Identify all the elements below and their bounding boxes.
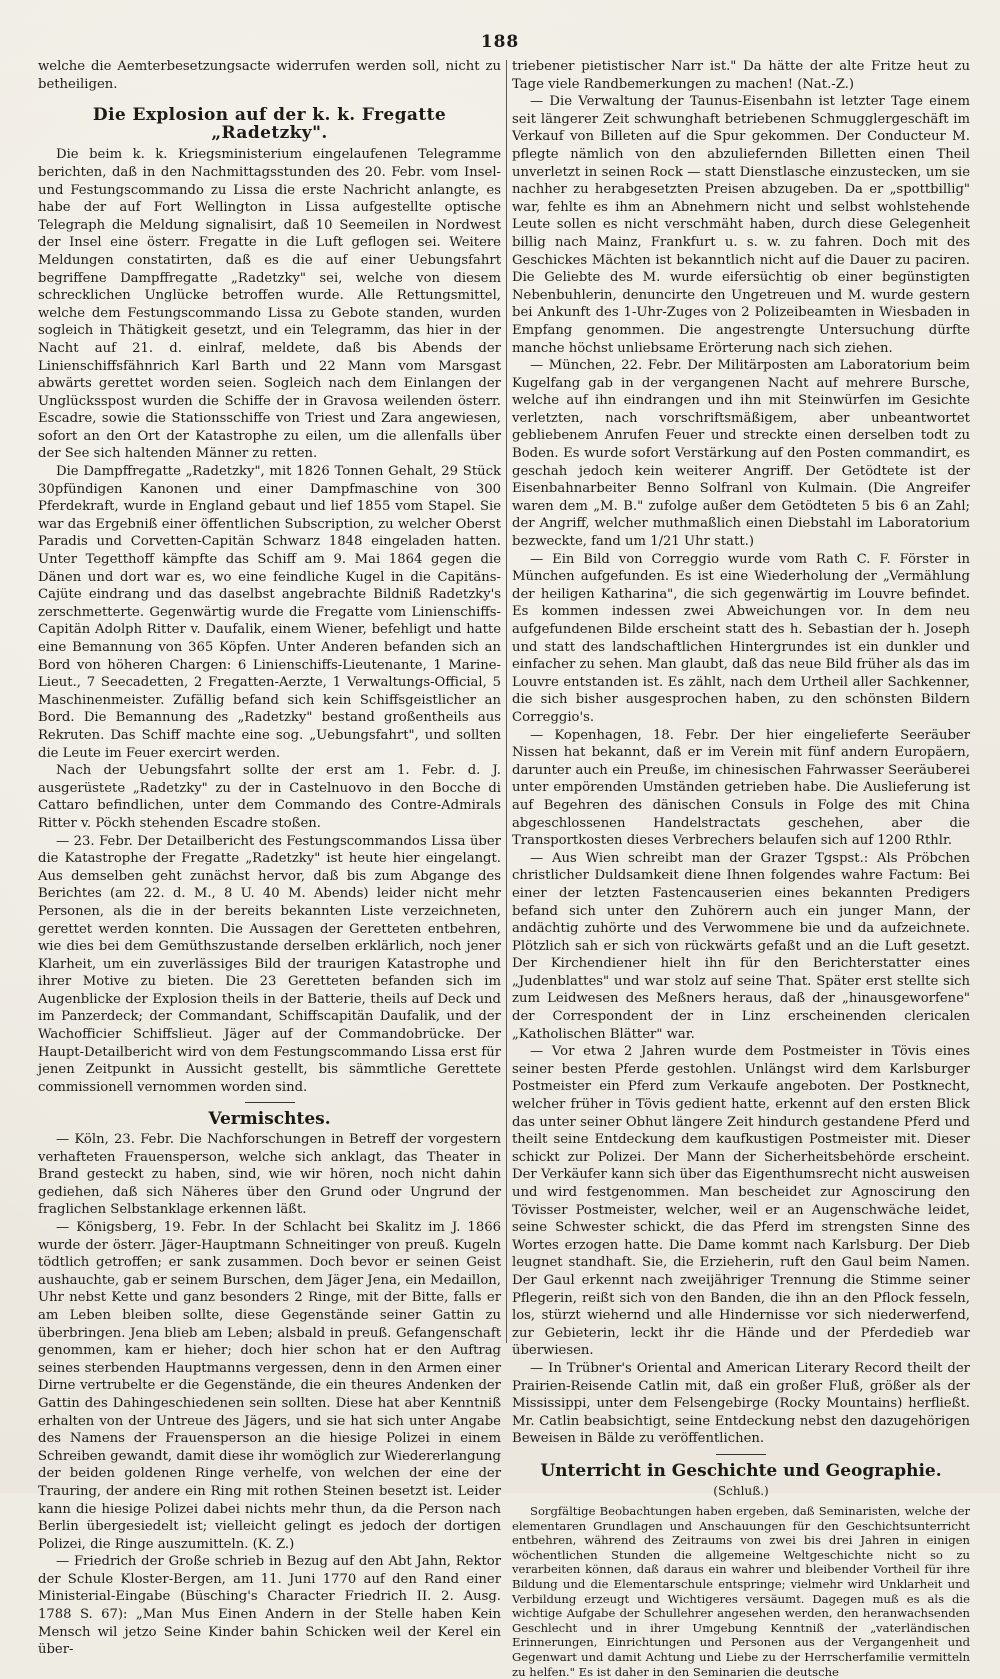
paragraph: Die Dampffregatte „Radetzky", mit 1826 Tonnen Gehalt, 29 Stück 30pfündigen Kanonen und einer Dampfmaschine von 300 Pferdekraft, wurde in England gebaut und lief 1855 vom Stapel. Sie war das Ergebniß einer öffentlichen Subscription, zu welcher Oberst Paradis und Corvetten-Capitän Schwarz 1848 eingeladen hatten. Unter Tegetthoff kämpfte das Schiff am 9. Mai 1864 gegen die Dänen und dort war es, wo eine feindliche Kugel in die Capitäns-Cajüte eindrang und das daselbst angebrachte Bildniß Radetzky's zerschmetterte. Gegenwärtig wurde die Fregatte vom Linienschiffs-Capitän Adolph Ritter v. Daufalik, einem Wiener, befehligt und hatte eine Bemannung von 365 Köpfen. Unter Anderen befanden sich an Bord von höheren Chargen: 6 Linienschiffs-Lieutenante, 1 Marine-Lieut., 7 Seecadetten, 2 Fregatten-Aerzte, 1 Verwaltungs-Official, 5 Maschinenmeister. Zufällig befand sich kein Schiffsgeistlicher an Bord. Die Bemannung des „Radetzky" bestand großentheils aus Rekruten. Das Schiff machte eine sog. „Uebungsfahrt", und sollten die Leute im Feuer exercirt werden. xyxy=(38,464,501,761)
page-number: 188 xyxy=(480,32,520,52)
heading-vermischtes: Vermischtes. xyxy=(208,1109,331,1130)
paragraph: — München, 22. Febr. Der Militärposten am Laboratorium beim Kugelfang gab in der vergangenen Nacht auf mehrere Bursche, welche auf ihn eindrangen und ihn mit Steinwürfen im Gesichte verletzten, nach vorschriftsmäßigem, aber unbeantwortet gebliebenem Anrufen Feuer und streckte einen derselben todt zu Boden. Es wurde sofort Verstärkung auf den Posten commandirt, es geschah jedoch kein weiterer Angriff. Der Getödtete ist der Eisenbahnarbeiter Benno Solfranl von Kulmain. (Die Angreifer waren dem „M. B." zufolge außer dem Getödteten 5 bis 6 an Zahl; der Angriff, welcher muthmaßlich einen Diebstahl im Laboratorium bezweckte, fand um 1/21 Uhr statt.) xyxy=(512,358,970,550)
section-divider xyxy=(716,1454,766,1455)
paragraph: — 23. Febr. Der Detailbericht des Festungscommandos Lissa über die Katastrophe der Fregatte „Radetzky" ist heute hier eingelangt. Aus demselben geht zunächst hervor, daß bis zum Abgange des Berichtes (am 22. d. M., 8 U. 40 M. Abends) leider nicht mehr Personen, als die in der bereits bekannten Liste verzeichneten, gerettet werden konnten. Die Aussagen der Geretteten entbehren, wie dies bei dem Gemüthszustande derselben erklärlich, noch jener Klarheit, um ein zuverlässiges Bild der traurigen Katastrophe und ihrer Motive zu bieten. Die 23 Geretteten befanden sich im Augenblicke der Explosion theils in der Batterie, theils auf Deck und im Panzerdeck; der Commandant, Schiffscapitän Daufalik, und der Wachofficier Schiffslieut. Jäger auf der Commandobrücke. Der Haupt-Detailbericht wird von dem Festungscommando Lissa erst für jenen Zeitpunkt in Aussicht gestellt, bis sämmtliche Gerettete commissionell vernommen worden sind. xyxy=(38,833,501,1095)
section-divider xyxy=(245,1102,295,1103)
paragraph: — Köln, 23. Febr. Die Nachforschungen in Betreff der vorgestern verhafteten Frauensperson, welche sich anklagt, das Theater in Brand gesteckt zu haben, sind, wie wir hören, noch nicht dahin gediehen, daß sich Näheres über den Grund oder Ungrund der fraglichen Selbstanklage erkennen läßt. xyxy=(38,1132,501,1218)
paragraph: — Ein Bild von Correggio wurde vom Rath C. F. Förster in München aufgefunden. Es ist eine Wiederholung der „Vermählung der heiligen Katharina", die sich gegenwärtig im Louvre befindet. Es kommen indessen zwei Abweichungen vor. In dem neu aufgefundenen Bilde erscheint statt des h. Sebastian der h. Joseph und statt des landschaftlichen Hintergrundes ist ein dunkler und einfacher zu sehen. Man glaubt, daß das neue Bild früher als das im Louvre entstanden ist. Es zählt, nach dem Urtheil aller Sachkenner, die sich bisher ausgesprochen haben, zu den schönsten Bildern Correggio's. xyxy=(512,551,970,725)
paragraph: triebener pietistischer Narr ist." Da hätte der alte Fritze heut zu Tage viele Randbemerkungen zu machen! (Nat.-Z.) xyxy=(512,59,970,92)
paragraph: — Die Verwaltung der Taunus-Eisenbahn ist letzter Tage einem seit längerer Zeit schwunghaft betriebenen Schmugglergeschäft im Verkauf von Billeten auf die Spur gekommen. Der Conducteur M. pflegte nämlich von den abzuliefernden Billetten einen Theil unverletzt in seinen Rock — statt Dienstlasche einzustecken, um sie nachher zu herabgesetzten Preisen abzugeben. Da er „spottbillig" war, fehlte es ihm an Abnehmern nicht und selbst wohlstehende Leute sollen es nicht verschmäht haben, durch diese Gelegenheit billig nach Mainz, Frankfurt u. s. w. zu fahren. Doch mit des Geschickes Mächten ist bekanntlich nicht auf die Dauer zu paciren. Die Geliebte des M. wurde eifersüchtig ob einer begünstigten Nebenbuhlerin, denuncirte den Ungetreuen und M. wurde gestern bei Ankunft des 1-Uhr-Zuges von 2 Polizeibeamten in Wiesbaden in Empfang genommen. Die angestrengte Untersuchung dürfte manche höchst unliebsame Erörterung nach sich ziehen. xyxy=(512,94,970,356)
paragraph: — Aus Wien schreibt man der Grazer Tgspst.: Als Pröbchen christlicher Duldsamkeit diene Ihnen folgendes wahre Factum: Bei einer der letzten Fastencauserien eines bekannten Predigers befand sich unter den Zuhörern auch ein junger Mann, der andächtig zuhörte und des Verwommene bie und da aufzeichnete. Plötzlich sah er sich von rückwärts gefaßt und an die Luft gesetzt. Der Kirchendiener hielt ihn für den Berichterstatter eines „Judenblattes" und war stolz auf seine That. Später erst stellte sich zum Leidwesen des Meßners heraus, daß der „hinausgeworfene" der Correspondent der in Linz erscheinenden clericalen „Katholischen Blätter" war. xyxy=(512,850,970,1042)
paragraph: Die beim k. k. Kriegsministerium eingelaufenen Telegramme berichten, daß in den Nachmittagsstunden des 20. Febr. vom Insel- und Festungscommando zu Lissa die erste Nachricht anlangte, es habe der auf Fort Wellington in Lissa aufgestellte optische Telegraph die Meldung signalisirt, daß 10 Seemeilen in Nordwest der Insel eine österr. Fregatte in die Luft geflogen sei. Weitere Meldungen constatirten, daß es die auf einer Uebungsfahrt begriffene Dampffregatte „Radetzky" sei, welche von diesem schrecklichen Unglücke betroffen wurde. Alle Rettungsmittel, welche dem Festungscommando Lissa zu Gebote standen, wurden sogleich in Thätigkeit gesetzt, und ein Telegramm, das hier in der Nacht auf 21. d. einlraf, meldete, daß bis Abends der Linienschiffsfähnrich Karl Barth und 22 Mann vom Marsgast abwärts gerettet worden seien. Sogleich nach dem Einlangen der Unglücksspost wurden die Schiffe der in Gravosa weilenden österr. Escadre, sowie die Stationsschiffe von Triest und Zara angewiesen, sofort an den Ort der Katastrophe zu eilen, um die allenfalls über der See sich haltenden Männer zu retten. xyxy=(38,147,501,462)
left-intro: welche die Aemterbesetzungsacte widerrufen werden soll, nicht zu betheiligen. xyxy=(38,59,501,92)
right-column xyxy=(512,58,970,1679)
paragraph: — Königsberg, 19. Febr. In der Schlacht bei Skalitz im J. 1866 wurde der österr. Jäger-Hauptmann Schneitinger von preuß. Kugeln tödtlich getroffen; er sank zusammen. Doch bevor er seinen Geist aushauchte, gab er seinem Burschen, dem Jäger Jena, ein Medaillon, Uhr nebst Kette und ganz besonders 2 Ringe, mit der Bitte, falls er am Leben bleiben sollte, diese Gegenstände seiner Gattin zu überbringen. Jena blieb am Leben; alsbald in preuß. Gefangenschaft genommen, kam er hieher; doch hier schon hat er den Auftrag seines sterbenden Hauptmanns vergessen, denn in den Armen einer Dirne vertrubelte er die Gegenstände, die ein theures Andenken der Gattin des Dahingeschiedenen sein sollten. Diese hat aber Kenntniß erhalten von der Untreue des Jägers, und sie hat sich unter Angabe des Namens der Frauensperson an die hiesige Polizei in einem Schreiben gewandt, damit diese ihr womöglich zur Wiedererlangung der beiden goldenen Ringe verhelfe, von welchen der eine der Trauring, der andere ein Ring mit rothen Steinen besetzt ist. Leider kann die hiesige Polizei dabei nichts mehr thun, da die Person nach Berlin übergesiedelt ist; vielleicht gelingt es jedoch der dortigen Polizei, die Ringe auszumitteln. (K. Z.) xyxy=(38,1220,501,1552)
paragraph: Sorgfältige Beobachtungen haben ergeben, daß Seminaristen, welche der elementaren Grundlagen und Anschauungen für den Geschichtsunterricht entbehren, während des Zeitraums von zwei bis drei Jahren in einigen wöchentlichen Stunden die allgemeine Weltgeschichte nicht so zu verarbeiten können, daß daraus ein wahrer und bleibender Vortheil für ihre Bildung und die Elementarschule entspringe; vielmehr wird Unklarheit und Verbildung erzeugt und Wichtigeres versäumt. Dagegen muß es als die wichtige Aufgabe der Schullehrer angesehen werden, den heranwachsenden Geschlecht und in ihrer Umgebung Kenntniß der „vaterländischen Erinnerungen, Einrichtungen und Personen aus der Vergangenheit und Gegenwart und damit Achtung und Liebe zu der Herrscherfamilie vermitteln zu helfen." Es ist daher in den Seminarien die deutsche xyxy=(512,1504,970,1679)
heading-explosion: Die Explosion auf der k. k. Fregatte „Radetzky". xyxy=(92,105,447,143)
paragraph: — In Trübner's Oriental and American Literary Record theilt der Prairien-Reisende Catlin mit, daß ein großer Fluß, größer als der Mississippi, unter dem Felsengebirge (Rocky Mountains) herfließt. Mr. Catlin beabsichtigt, seine Entdeckung nebst den dazugehörigen Beweisen in Bälde zu veröffentlichen. xyxy=(512,1360,970,1447)
left-column xyxy=(38,58,501,1658)
heading-subtitle: (Schluß.) xyxy=(713,1483,769,1498)
heading-unterricht: Unterricht in Geschichte und Geographie. xyxy=(540,1460,942,1481)
paragraph: — Friedrich der Große schrieb in Bezug auf den Abt Jahn, Rektor der Schule Kloster-Bergen, am 11. Juni 1770 auf den Rand einer Ministerial-Eingabe (Büsching's Character Friedrich II. 2. Ausg. 1788 S. 67): „Man Mus Einen Andern in der Stelle haben Kein Mensch wil jetzo Seine Kinder bahin Schicken weil der Kerel ein über- xyxy=(38,1554,501,1658)
paragraph: — Kopenhagen, 18. Febr. Der hier eingelieferte Seeräuber Nissen hat bekannt, daß er im Verein mit fünf andern Europäern, darunter auch ein Preuße, im chinesischen Fahrwasser Seeräuberei unter empörenden Umständen getrieben habe. Die Auslieferung ist auf Begehren des dänischen Consuls in Folge des mit China abgeschlossenen Handelstractats geschehen, aber die Transportkosten dieses Verbrechers belaufen sich auf 1200 Rthlr. xyxy=(512,727,970,849)
paragraph: Nach der Uebungsfahrt sollte der erst am 1. Febr. d. J. ausgerüstete „Radetzky" zu der in Castelnuovo in den Bocche di Cattaro befindlichen, unter dem Commando des Contre-Admirals Ritter v. Pöckh stehenden Escadre stoßen. xyxy=(38,763,501,831)
column-divider xyxy=(506,60,507,1343)
paragraph: — Vor etwa 2 Jahren wurde dem Postmeister in Tövis eines seiner besten Pferde gestohlen. Unlängst wird dem Karlsburger Postmeister ein Pferd zum Verkaufe angeboten. Der Postknecht, welcher früher in Tövis gedient hatte, erkennt auf den ersten Blick das unter seiner Obhut längere Zeit hindurch gestandene Pferd und theilt seine Entdeckung dem kaufkustigen Postmeister mit. Dieser schickt zur Polizei. Der Mann der Sicherheitsbehörde erscheint. Der Verkäufer kann sich über das Eigenthumsrecht nicht ausweisen und wird festgenommen. Man bescheidet zur Agnoscirung den Tövisser Postmeister, welcher, weil er an Augenschwäche leidet, seine Schwester schickt, die das Pferd im strengsten Sinne des Wortes erzogen hatte. Die Dame kommt nach Karlsburg. Der Dieb leugnet standhaft. Sie, die Erzieherin, ruft den Gaul beim Namen. Der Gaul erkennt nach zweijähriger Trennung die Stimme seiner Pflegerin, reißt sich von den Banden, die ihn an den Pflock fesseln, los, stürzt wiehernd und alle Hindernisse vor sich niederwerfend, zur Gebieterin, leckt ihr die Hände und der Pferdedieb war überwiesen. xyxy=(512,1044,970,1359)
